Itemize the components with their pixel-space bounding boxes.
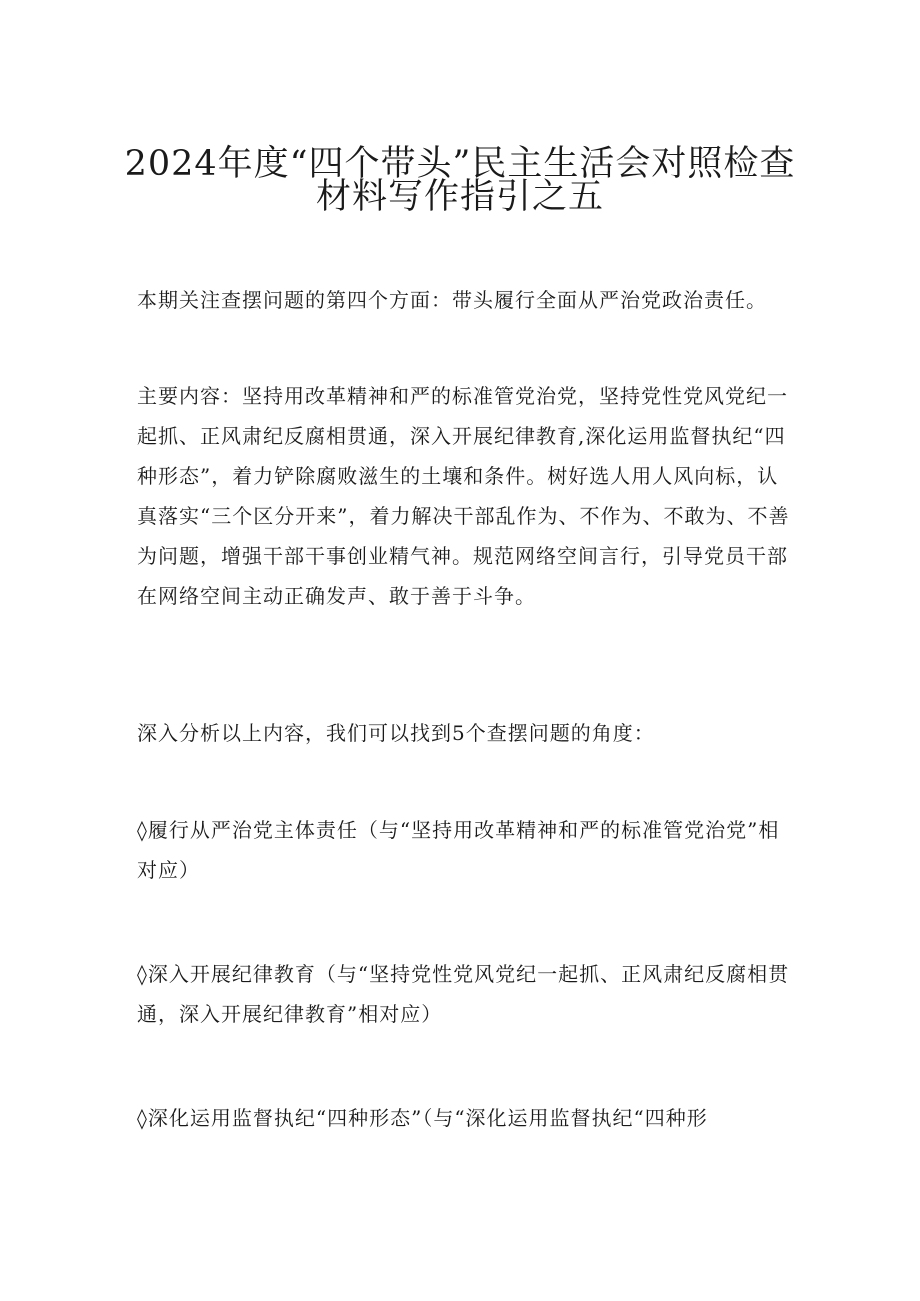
bullet-item-1: ◊履行从严治党主体责任（与“坚持用改革精神和严的标准管党治党”相对应）	[137, 818, 780, 882]
intro-paragraph: 本期关注查摆问题的第四个方面：带头履行全面从严治党政治责任。	[137, 288, 767, 312]
document-title-line-1: 2024年度“四个带头”民主生活会对照检查	[124, 144, 796, 184]
analysis-paragraph: 深入分析以上内容，我们可以找到5个查摆问题的角度：	[137, 721, 655, 745]
bullet-item-2: ◊深入开展纪律教育（与“坚持党性党风党纪一起抓、正风肃纪反腐相贯通，深入开展纪律教育”相对应）	[137, 962, 790, 1026]
main-content-paragraph: 主要内容：坚持用改革精神和严的标准管党治党，坚持党性党风党纪一起抓、正风肃纪反腐相贯通，深入开展纪律教育,深化运用监督执纪“四种形态”，着力铲除腐败滋生的土壤和条件。树好选人用人风向标，认真落实“三个区分开来”，着力解决干部乱作为、不作为、不敢为、不善为问题，增强干部干事创业精气神。规范网络空间言行，引导党员干部在网络空间主动正确发声、敢于善于斗争。	[137, 384, 790, 608]
document-title-line-2: 材料写作指引之五	[315, 177, 604, 217]
bullet-item-3: ◊深化运用监督执纪“四种形态”（与“深化运用监督执纪“四种形	[137, 1106, 708, 1130]
